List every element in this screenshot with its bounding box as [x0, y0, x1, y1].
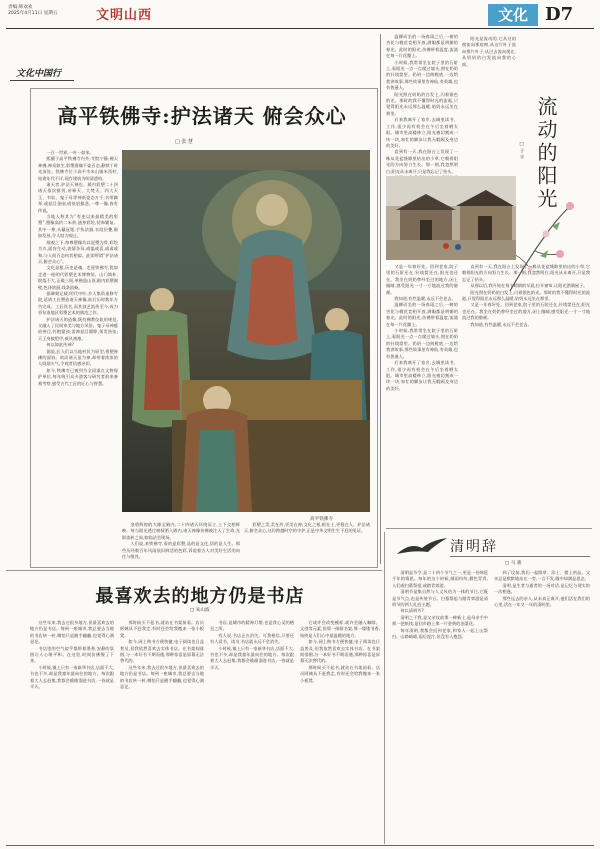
brand-title: 文明山西 — [96, 8, 153, 23]
paragraph: 书店,是城市的精神灯塔,也是我心灵的栖息之所。 — [210, 620, 294, 632]
article3-col-2 — [494, 570, 590, 842]
article2-author: □ 于 丰 — [519, 142, 524, 160]
article1-col-1 — [38, 150, 118, 565]
paragraph: 从那以后,我开始在每个晴朗的早晨,拉开窗帘,让阳光洒满屋子。 — [470, 283, 588, 289]
column-divider-2 — [384, 532, 385, 844]
article3-title: 清明辞 — [450, 539, 498, 555]
header-rule — [6, 28, 594, 29]
article4-col-1 — [30, 620, 114, 842]
paragraph: 据碑刻记载,明代中叶,乡人集资重修寺院,延请工匠塑造诸天神像,前后历时数年方告完成。工匠佚名,而其技艺流传至今,成为晋东南地区彩塑艺术的典范之作。 — [38, 290, 118, 316]
paragraph: 到了坟前,我们一起除草、添土、摆上供品。父亲总是默默地站在一旁,一言不发,眼中却满是思念。 — [494, 570, 590, 582]
paragraph: 那些远去的亲人,从未真正离开,他们活在我们的心里,活在一年又一年的清明里。 — [494, 595, 590, 608]
paragraph: 如今,网上购书方便快捷,电子阅读也日益普及,但我依然喜欢去实体书店。在书架间徘徊,与一本好书不期而遇,那种惊喜是屏幕无法替代的。 — [120, 639, 204, 664]
paragraph: 阳光照在奶奶的白发上,闪着银色的光。那时的我不懂得时光的流逝,只觉得阳光永远那么温暖,奶奶永远坐在那里。 — [386, 91, 458, 116]
paragraph: 文化是根,历史是魂。走进铁佛寺,犹如走进一座明代彩塑艺术博物馆。山门简朴,院落不大,正殿三间,单檐悬山顶,殿内彩塑满壁,色泽浓丽,线条流畅。 — [38, 265, 118, 290]
paragraph: 一百一世界,一叶一如来。 — [46, 150, 94, 155]
article1-author: □ 张 慧 — [175, 139, 193, 145]
paragraph: 金碧辉煌的大雄宝殿内,二十四诸天环绕而立,上下交相辉映。每当阳光透过窗棂洒入殿内,诸天神像仿佛被注入了生命,光影流转之间,如临法会现场。 — [122, 522, 240, 540]
column-divider — [380, 34, 381, 564]
article2-col-4 — [462, 264, 590, 524]
village-photo-illustration — [386, 176, 516, 260]
temple-photo-illustration — [122, 150, 370, 512]
article4-col-3 — [210, 620, 294, 842]
paragraph: 又是一年春好处。回到老家,院子里的石阶还在,针线筐还在,阳光也还在。我坐在奶奶曾经坐过的地方,闭上眼睛,感受阳光一寸一寸地流过我的脸颊。 — [386, 264, 458, 295]
paragraph: 当地人称其为“有史以来最精美的彩塑”,塑像高约二米余,通身彩绘,装饰繁复。其中一尊,头戴冠冕,手执法器,衣纹层叠,细如发丝,令人叹为观止。 — [38, 214, 118, 239]
paragraph: 它或许会改变模样,或许会融入咖啡、文创等元素,但那一排排书架,那一缕缕书香,始终是人们心中最温暖的地方。 — [300, 620, 380, 638]
article4-title: 最喜欢去的地方仍是书店 — [95, 586, 305, 607]
footer-rule — [6, 845, 594, 846]
article2-col-2 — [462, 36, 516, 176]
paragraph: 那时候买不起书,就站在书架前看。店员阿姨从不赶我走,有时还会给我搬来一张小板凳。 — [120, 620, 204, 638]
date-line: 2025年4月11日 星期五 — [8, 11, 58, 16]
article1-col-3 — [122, 522, 240, 560]
paragraph: 清明,是生者与逝者的一场对话,是记忆与现实的一次相逢。 — [494, 582, 590, 595]
paragraph: 后来我离开了家乡,去城里读书、工作,很少再有机会在午后坐着晒太阳。城市里高楼林立,阳光被切割成一块一块,匆忙的脚步让我无暇顾及身边的美好。 — [386, 360, 458, 391]
paragraph: 清明之于我,是父亲坟前那一捧新土,是母亲手中那一把纸钱,是回乡路上那一片金黄的油菜花。 — [392, 614, 488, 627]
section-rule — [386, 528, 592, 529]
paragraph: 阳光是流动的,它从这扇窗流向那扇窗,从这片叶子流向那片叶子,从过去流向现在,从奶奶的白发流向我的心间。 — [462, 36, 516, 67]
section-badge: 文化 — [488, 4, 538, 26]
page-code: D7 — [545, 4, 574, 25]
paragraph: 如今,网上购书方便快捷,电子阅读也日益普及,但我依然喜欢去实体书店。在书架间徘徊,与一本好书不期而遇,那种惊喜是屏幕无法替代的。 — [300, 639, 380, 664]
article3-col-1 — [392, 570, 488, 842]
paragraph: 又是一年春好处。回到老家,院子里的石阶还在,针线筐还在,阳光也还在。我坐在奶奶曾经坐过的地方,闭上眼睛,感受阳光一寸一寸地流过我的脸颊。 — [462, 302, 590, 321]
paragraph: 护法诸天的造像,既有佛教仪轨的规范,又融入了民间审美与地方风俗。鬼子母神慈眉善目,怀抱婴孩;雷神怒目圆睁,须发皆张;天王身披铠甲,威风凛凛。 — [38, 316, 118, 341]
article4-col-4 — [300, 620, 380, 842]
paragraph: 直到有一天,我在阳台上发现了一株从花盆缝隙里钻出的小草,它朝着阳光的方向努力生长。那一刻,我忽然明白,阳光从未离开,只是我忘记了抬头。 — [462, 264, 590, 282]
paragraph: 后来我离开了家乡,去城里读书、工作,很少再有机会在午后坐着晒太阳。城市里高楼林立,阳光被切割成一块一块,匆忙的脚步让我无暇顾及身边的美好。 — [386, 117, 458, 148]
article2-col-3 — [386, 264, 458, 524]
editor-line: 责编:韩欢欢 — [8, 5, 33, 10]
paragraph: 有人说,书店正在消失。可我相信,只要还有人爱书、读书,书店就永远不会消失。 — [210, 632, 294, 645]
article1-title: 高平铁佛寺:护法诸天 俯会众心 — [57, 104, 347, 128]
article2-title: 流动的阳光 — [534, 96, 558, 211]
article3-author: □ 马 骏 — [505, 561, 522, 566]
title-underline — [450, 556, 590, 557]
paragraph: 小时候,我常常坐在院子里的石阶上,看阳光一点一点爬过墙头,照在奶奶的针线筐里。奶奶一边纳鞋底,一边给我讲故事,那些故事里有神仙,有英雄,也有普通人。 — [386, 59, 458, 91]
article4-author: □ 朱山波 — [190, 608, 210, 613]
paragraph: 诸天者,护法天神也。殿内彩塑二十四诸天依次排列,帝释天、大梵天、四大天王、韦驮、鬼子母等神祇姿态万千,衣带飘举,或怒目金刚,或低眉慈悲,一尊一像,皆有传说。 — [38, 182, 118, 213]
paragraph: 小时候,我常常坐在院子里的石阶上,看阳光一点一点爬过墙头,照在奶奶的针线筐里。奶奶一边纳鞋底,一边给我讲故事,那些故事里有神仙,有英雄,也有普通人。 — [386, 328, 458, 359]
logo-text: 文化中国行 — [16, 69, 62, 79]
paragraph: 温柳而坐的一场春雨之后,一树的杏花与桃花竞相开放,满眼都是明媚的春光。此时的阳光,仿佛带着温度,流淌在每一片花瓣上。 — [386, 302, 458, 327]
swallow-icon — [392, 536, 452, 560]
header-meta — [8, 5, 57, 17]
paragraph: 据说,匠人们以当地村民为原型,捏塑神佛的面容。故而诸天虽为神,却带着浓浓的人间烟火气,令观者倍感亲切。 — [38, 348, 118, 367]
paragraph: 直到有一天,我在阳台上发现了一株从花盆缝隙里钻出的小草,它朝着阳光的方向努力生长。那一刻,我忽然明白,阳光从未离开,只是我忘记了抬头。 — [386, 149, 458, 174]
paragraph: 每年清明,我都会回到老家,和家人一起上山祭扫。山路崎岖,雨后泥泞,但没有人抱怨。 — [392, 627, 488, 640]
paragraph: 细观之下,每尊塑像均以泥塑为骨,彩绘为衣,面容生动,表情各异,或愠或喜,或肃或和,与人间百态何其相似。此即所谓“护法诸天,俯会众心”。 — [38, 239, 118, 264]
paragraph: 阳光照在奶奶的白发上,闪着银色的光。那时的我不懂得时光的流逝,只觉得阳光永远那么温暖,奶奶永远坐在那里。 — [462, 289, 590, 302]
photo-caption: 高平铁佛寺 — [310, 517, 333, 522]
paragraph: 熙攘于高平铁佛寺内外,寺院宁静,佛天神佛,神采如生,彩塑群像千姿百态,静默于时光深处。铁佛寺位于高平市米山镇米西村,始建年代不详,现存建筑为明清遗构。 — [38, 156, 118, 181]
paragraph: 书店里的空气似乎都带着墨香,安静的氛围让人心绪平和。在这里,时间仿佛慢了下来。 — [30, 645, 114, 664]
paragraph: 人们说,来铁佛寺,看的是彩塑,品的是文化,悟的是人生。那些历经数百年风雨依旧鲜活的色彩,诉说着古人对美好生活的向往与敬畏。 — [122, 541, 240, 560]
paragraph: 清明是节令,是二十四个节气之一,更是一份绵延千年的情思。每年的这个时候,细雨纷纷,柳色青青,人们或扫墓祭祖,或踏青郊游。 — [392, 570, 488, 588]
paragraph: 何以如此传神? — [46, 342, 74, 348]
swallow-decoration — [392, 536, 452, 560]
culture-china-logo — [10, 66, 80, 82]
paragraph: 我知道,有些温暖,永远不会老去。 — [470, 321, 532, 327]
paragraph: 小时候,镇上只有一家新华书店,店面不大,书也不多,却是我童年最向往的地方。每次跟着大人去赶集,我都会偷偷溜进书店,一待就是半天。 — [30, 664, 114, 690]
paragraph: 这些年来,我去过很多地方,但最喜欢去的地方仍是书店。每到一座城市,我总要去当地的书店转一转,哪怕只是随手翻翻,也觉得心满意足。 — [120, 664, 204, 690]
paragraph: 清明节是集自然与人文风俗为一体的节日,它既是节气点,也是传统节日。扫墓祭祖与踏青郊游是清明节的两大礼俗主题。 — [392, 589, 488, 608]
paragraph: 那时候买不起书,就站在书架前看。店员阿姨从不赶我走,有时还会给我搬来一张小板凳。 — [300, 664, 380, 683]
section-rule-2 — [6, 570, 382, 571]
paragraph: 这些年来,我去过很多地方,但最喜欢去的地方仍是书店。每到一座城市,我总要去当地的书店转一转,哪怕只是随手翻翻,也觉得心满意足。 — [30, 620, 114, 645]
article4-col-2 — [120, 620, 204, 842]
paragraph: 温柳而坐的一场春雨之后,一树的杏花与桃花竞相开放,满眼都是明媚的春光。此时的阳光,仿佛带着温度,流淌在每一片花瓣上。 — [386, 34, 458, 59]
paragraph: 彩塑之美,美在形,更美在神;文化之根,根在土,更根在人。护法诸天,俯会众心,这份跨越时空的守护,正是中华文明生生不息的见证。 — [244, 522, 370, 534]
paragraph: 小时候,镇上只有一家新华书店,店面不大,书也不多,却是我童年最向往的地方。每次跟着大人去赶集,我都会偷偷溜进书店,一待就是半天。 — [210, 645, 294, 670]
article1-col-4 — [244, 522, 370, 560]
temple-photo — [122, 150, 370, 512]
village-photo — [386, 176, 516, 260]
paragraph: 如今,铁佛寺已被列为全国重点文物保护单位,每年吸引众多游客与研究者前来参观考察,感受古代工匠的匠心与智慧。 — [38, 367, 118, 386]
paragraph: 我知道,有些温暖,永远不会老去。 — [394, 296, 456, 302]
paragraph: 何以清明节? — [400, 608, 424, 614]
